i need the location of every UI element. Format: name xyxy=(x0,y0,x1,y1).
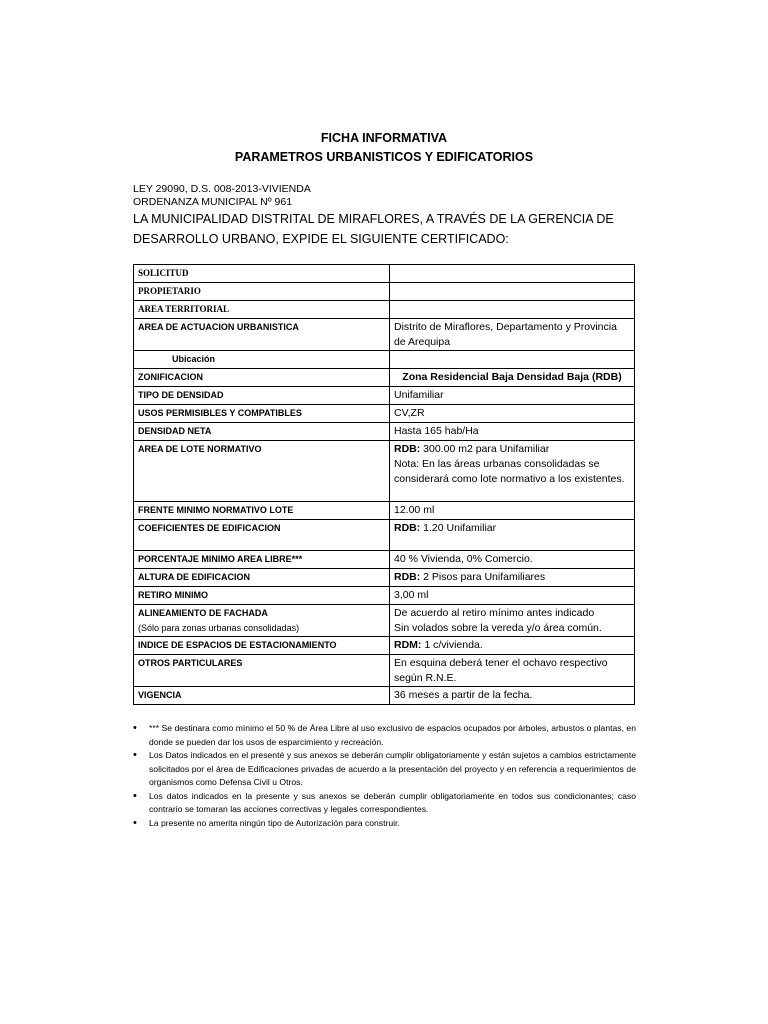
table-row xyxy=(134,569,635,587)
zone-prefix: RDM: xyxy=(394,639,422,651)
table-row xyxy=(134,605,635,637)
list-item: • Los Datos indicados en el presenté y sus anexos se deberán cumplir obligatoriamente y están sujetos a cambios estrictamente solicitados por el área de Edificaciones privadas de acuerdo a la presentación del proyecto y en referencia a requerimientos de organismos como Defensa Civil u Otros. xyxy=(133,749,636,790)
table-row xyxy=(134,551,635,569)
law-reference: LEY 29090, D.S. 008-2013-VIVIENDA xyxy=(133,183,311,195)
row-value: 36 meses a partir de la fecha. xyxy=(390,687,635,705)
document-subtitle: PARAMETROS URBANISTICOS Y EDIFICATORIOS xyxy=(234,150,534,164)
ordinance-reference: ORDENANZA MUNICIPAL Nº 961 xyxy=(133,196,293,208)
certificate-statement: LA MUNICIPALIDAD DISTRITAL DE MIRAFLORES, A TRAVÉS DE LA GERENCIA DE DESARROLLO URBANO, EXPIDE EL SIGUIENTE CERTIFICADO: xyxy=(133,212,614,246)
row-label: PROPIETARIO xyxy=(134,283,390,301)
facade-value-line2: Sin volados sobre la vereda y/o área común. xyxy=(394,622,602,634)
row-label: SOLICITUD xyxy=(134,265,390,283)
row-value: Hasta 165 hab/Ha xyxy=(390,423,635,441)
table-row xyxy=(134,502,635,520)
row-value: Zona Residencial Baja Densidad Baja (RDB) xyxy=(390,369,635,387)
row-label: Ubicación xyxy=(134,351,390,369)
table-row xyxy=(134,283,635,301)
lot-area-value: 300.00 m2 para Unifamiliar xyxy=(420,443,550,455)
table-row xyxy=(134,351,635,369)
row-value xyxy=(390,637,635,655)
zone-prefix: RDB: xyxy=(394,443,421,455)
row-value xyxy=(390,265,635,283)
table-row xyxy=(134,687,635,705)
row-value xyxy=(390,441,635,502)
table-row xyxy=(134,387,635,405)
row-label: ALTURA DE EDIFICACION xyxy=(134,569,390,587)
zone-prefix: RDB: xyxy=(394,522,421,534)
row-label: TIPO DE DENSIDAD xyxy=(134,387,390,405)
table-row xyxy=(134,441,635,502)
zone-prefix: RDB: xyxy=(394,571,421,583)
row-value xyxy=(390,301,635,319)
height-value: 2 Pisos para Unifamiliares xyxy=(420,571,546,583)
facade-label: ALINEAMIENTO DE FACHADA xyxy=(138,608,268,618)
row-value: 12.00 ml xyxy=(390,502,635,520)
row-label: COEFICIENTES DE EDIFICACION xyxy=(134,520,390,551)
row-label: RETIRO MINIMO xyxy=(134,587,390,605)
table-row xyxy=(134,369,635,387)
table-row xyxy=(134,637,635,655)
row-label: ZONIFICACION xyxy=(134,369,390,387)
row-value xyxy=(390,569,635,587)
row-value: Distrito de Miraflores, Departamento y Provincia de Arequipa xyxy=(390,319,635,351)
row-label: AREA DE LOTE NORMATIVO xyxy=(134,441,390,502)
row-label: AREA DE ACTUACION URBANISTICA xyxy=(134,319,390,351)
lot-area-note: Nota: En las áreas urbanas consolidadas se considerará como lote normativo a los existentes. xyxy=(394,458,625,485)
facade-value-line1: De acuerdo al retiro mínimo antes indicado xyxy=(394,607,595,619)
row-label: USOS PERMISIBLES Y COMPATIBLES xyxy=(134,405,390,423)
list-item: • Los datos indicados en la presente y sus anexos se deberán cumplir obligatoriamente en todos sus condicionantes; caso contrario se tomaran las acciones correctivas y legales correspondientes. xyxy=(133,790,636,817)
table-row xyxy=(134,423,635,441)
row-value: Unifamiliar xyxy=(390,387,635,405)
table-row xyxy=(134,265,635,283)
table-row xyxy=(134,319,635,351)
row-label: VIGENCIA xyxy=(134,687,390,705)
table-row xyxy=(134,520,635,551)
row-value: 40 % Vivienda, 0% Comercio. xyxy=(390,551,635,569)
list-item: • *** Se destinara como mínimo el 50 % de Área Libre al uso exclusivo de espacios ocupados por árboles, arbustos o plantas, en donde se pueden dar los usos de esparcimiento y recreación. xyxy=(133,722,636,749)
row-label: OTROS PARTICULARES xyxy=(134,655,390,687)
row-label: FRENTE MINIMO NORMATIVO LOTE xyxy=(134,502,390,520)
document-title: FICHA INFORMATIVA xyxy=(320,131,448,145)
facade-sublabel: (Sólo para zonas urbanas consolidadas) xyxy=(138,623,300,633)
row-label: AREA TERRITORIAL xyxy=(134,301,390,319)
row-label: PORCENTAJE MINIMO AREA LIBRE*** xyxy=(134,551,390,569)
row-label: INDICE DE ESPACIOS DE ESTACIONAMIENTO xyxy=(134,637,390,655)
row-value xyxy=(390,351,635,369)
row-label xyxy=(134,605,390,637)
parking-value: 1 c/vivienda. xyxy=(421,639,483,651)
notes-list xyxy=(133,722,636,830)
coefficient-value: 1.20 Unifamiliar xyxy=(420,522,497,534)
row-value xyxy=(390,283,635,301)
row-value: En esquina deberá tener el ochavo respectivo según R.N.E. xyxy=(390,655,635,687)
table-row xyxy=(134,301,635,319)
list-item: • La presente no amerita ningún tipo de Autorización para construir. xyxy=(133,817,636,831)
table-row xyxy=(134,587,635,605)
table-row xyxy=(134,405,635,423)
parameters-table xyxy=(133,264,635,705)
row-value xyxy=(390,605,635,637)
row-value: 3,00 ml xyxy=(390,587,635,605)
table-row xyxy=(134,655,635,687)
row-value xyxy=(390,520,635,551)
row-label: DENSIDAD NETA xyxy=(134,423,390,441)
row-value: CV,ZR xyxy=(390,405,635,423)
